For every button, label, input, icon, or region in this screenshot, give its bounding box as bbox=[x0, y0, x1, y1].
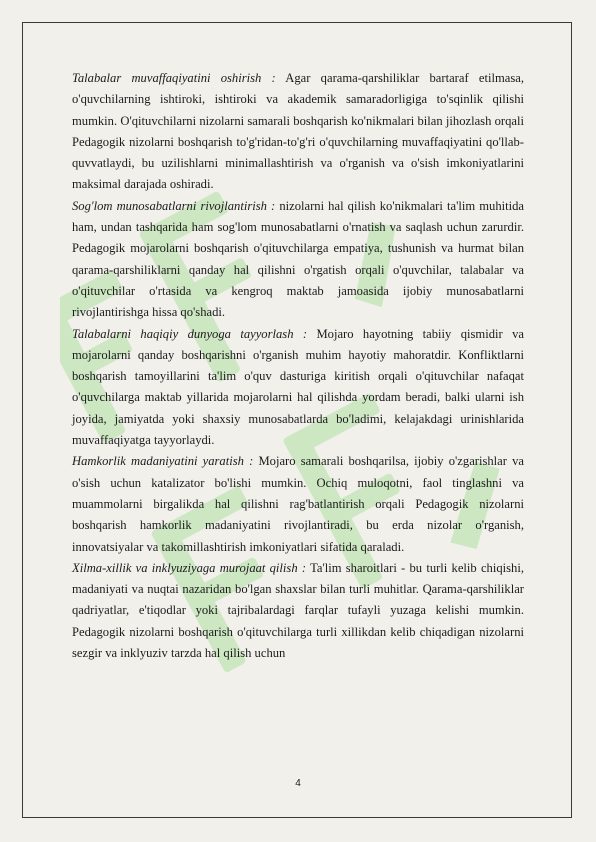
paragraph-heading: Talabalarni haqiqiy dunyoga tayyorlash : bbox=[72, 326, 308, 341]
paragraph-text: Agar qarama-qarshiliklar bartaraf etilmasa, o'quvchilarning ishtiroki, ishtiroki va akademik samaradorligiga to'sqinlik qilishi mumkin. O'qituvchilarni nizolarni samarali boshqarish ko'nikmalari bilan jihozlash orqali Pedagogik nizolarni boshqarish to'g'ridan-to'g'ri o'quvchilarning muvaffaqiyatini qo'llab-quvvatlaydi, bu uzilishlarni minimallashtirish va o'rganish va o'sish imkoniyatlarini maksimal darajada oshiradi. bbox=[72, 71, 524, 192]
paragraph-heading: Talabalar muvaffaqiyatini oshirish : bbox=[72, 71, 276, 85]
paragraph-heading: Xilma-xillik va inklyuziyaga murojaat qilish : bbox=[72, 560, 307, 575]
paragraph bbox=[72, 68, 524, 196]
paragraph-heading: Hamkorlik madaniyatini yaratish : bbox=[72, 454, 254, 469]
paragraph bbox=[72, 196, 524, 324]
paragraph-text: Mojaro samarali boshqarilsa, ijobiy o'zgarishlar va o'sish uchun katalizator bo'lishi mumkin. Ochiq muloqotni, faol tinglashni va muammolarni birgalikda hal qilishni rag'batlantirish orqali Pedagogik nizolarni boshqarish hamkorlik madaniyatini rivojlantiradi, bu erda nizolar o'rganish, innovatsiyalar va takomillashtirish imkoniyatlari sifatida qaraladi. bbox=[72, 454, 525, 554]
paragraph bbox=[72, 451, 524, 557]
paragraph bbox=[72, 558, 524, 664]
paragraph bbox=[72, 324, 524, 452]
document-body bbox=[72, 68, 524, 664]
paragraph-text: Mojaro hayotning tabiiy qismidir va mojarolarni qanday boshqarishni o'rganish muhim hayotiy mahoratdir. Konfliktlarni boshqarish tamoyillarini ta'lim o'quv dasturiga kiritish orqali o'qituvchilar nafaqat o'quvchilarga maktab yillarida mojarolarni hal qilishda yordam beradi, balki ularni ish joyida, jamiyatda yoki shaxsiy munosabatlarda bo'ladimi, kelajakdagi urinishlarida muvaffaqiyatga tayyorlaydi. bbox=[72, 326, 524, 448]
paragraph-text: nizolarni hal qilish ko'nikmalari ta'lim muhitida ham, undan tashqarida ham sog'lom munosabatlarni o'rnatish va saqlash uchun zarurdir. Pedagogik mojarolarni boshqarish o'qituvchilarga empatiya, tushunish va hurmat bilan qarama-qarshiliklarni qanday hal qilishni o'rgatish orqali o'quvchilar, talabalar va o'qituvchilar o'rtasida va kengroq maktab jamoasida ijobiy munosabatlarni rivojlantirishga hissa qo'shadi. bbox=[72, 198, 525, 320]
page-number: 4 bbox=[295, 778, 301, 789]
paragraph-heading: Sog'lom munosabatlarni rivojlantirish : bbox=[72, 198, 276, 213]
paragraph-text: Ta'lim sharoitlari - bu turli kelib chiqishi, madaniyati va nuqtai nazaridan bo'lgan shaxslar bilan turli muhitlar. Qarama-qarshiliklar qadriyatlar, e'tiqodlar yoki tajribalardagi farqlar tufayli yuzaga kelishi mumkin. Pedagogik nizolarni boshqarish o'qituvchilarga turli xillikdan kelib chiqadigan nizolarni sezgir va inklyuziv tarzda hal qilish uchun bbox=[72, 560, 524, 661]
